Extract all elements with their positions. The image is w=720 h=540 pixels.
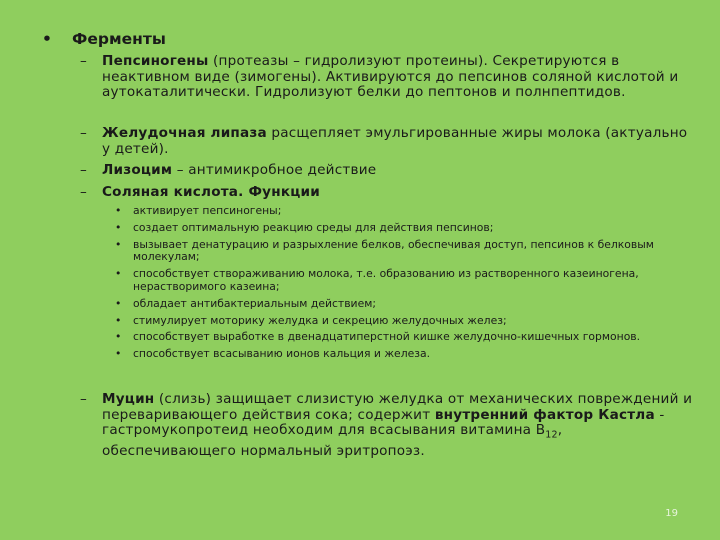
dash-icon: –: [80, 162, 87, 178]
item-text: (протеазы – гидролизуют протеины). Секретируются в неактивном виде (зимогены). Активируются до пепсинов соляной кислотой и аутокаталитически. Гидролизуют белки до пептонов и полнпептидов.: [102, 53, 679, 101]
bullet-icon: •: [42, 30, 52, 48]
dash-icon: –: [80, 125, 87, 141]
bullet-icon: •: [115, 267, 122, 281]
item-text: – антимикробное действие: [172, 162, 377, 178]
bullet-icon: •: [115, 220, 122, 234]
item-gastric-lipase: [80, 126, 695, 157]
item-hydrochloric-acid: [80, 185, 695, 201]
heading-ferments: [42, 30, 166, 48]
bullet-icon: •: [115, 237, 122, 251]
list-item: • способствует створаживанию молока, т.е. образованию из растворенного казеиногена, нерастворимого казеина;: [115, 267, 639, 293]
dash-icon: –: [80, 184, 87, 200]
list-item: • активирует пепсиногены;: [115, 204, 282, 217]
list-item: • способствует всасыванию ионов кальция и железа.: [115, 347, 431, 361]
bullet-icon: •: [115, 347, 122, 361]
list-item: • обладает антибактериальным действием;: [115, 296, 377, 310]
item-title: Пепсиногены: [102, 53, 209, 69]
list-item: • способствует выработке в двенадцатиперстной кишке желудочно-кишечных гормонов.: [115, 330, 641, 344]
item-title: Желудочная липаза: [102, 125, 267, 141]
vitamin-subscript: 12: [545, 429, 558, 441]
item-title: Муцин: [102, 391, 155, 407]
list-item: • стимулирует моторику желудка и секрецию желудочных желез;: [115, 313, 507, 327]
acid-functions-list: [115, 205, 675, 365]
dash-icon: –: [80, 391, 87, 407]
item-pepsinogens: [80, 54, 695, 101]
bullet-icon: •: [115, 313, 122, 327]
bullet-icon: •: [115, 296, 122, 310]
bullet-icon: •: [115, 330, 122, 344]
item-mucin: – Муцин (слизь) защищает слизистую желудка от механических повреждений и переваривающего действия сока; содержит внутренний фактор Кастла - гастромукопротеид необходим для всасывания витамина $B_{12}$, обеспечивающего нормальный эритропоэз.: [80, 391, 693, 459]
item-title: Лизоцим: [102, 162, 173, 178]
castle-factor: внутренний фактор Кастла: [434, 406, 655, 423]
item-lysozyme: [80, 163, 695, 179]
list-item: • вызывает денатурацию и разрыхление белков, обеспечивая доступ, пепсинов к белковым молекулам;: [115, 237, 654, 264]
list-item: • создает оптимальную реакцию среды для действия пепсинов;: [115, 220, 494, 234]
bullet-icon: •: [115, 204, 122, 217]
item-title: Соляная кислота. Функции: [102, 184, 320, 200]
item-text: расщепляет эмульгированные жиры молока (актуально у детей).: [102, 125, 688, 157]
page-number: 19: [665, 508, 678, 519]
dash-icon: –: [80, 53, 87, 69]
heading-text: Ферменты: [72, 30, 166, 48]
